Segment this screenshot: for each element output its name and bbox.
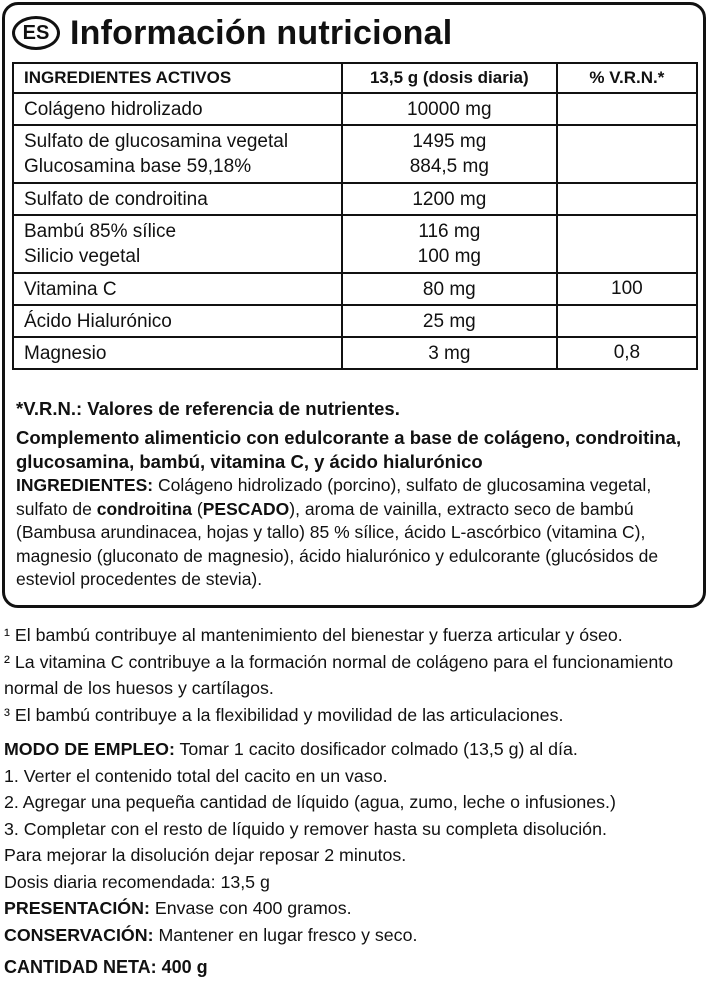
presentation-label: PRESENTACIÓN: [4, 898, 150, 918]
ingredient-vrn [557, 305, 697, 337]
conservation-label: CONSERVACIÓN: [4, 924, 154, 945]
table-row [13, 215, 697, 273]
ingredient-amount: 1200 mg [342, 183, 557, 215]
ingredient-amount: 3 mg [342, 337, 557, 369]
table-row [13, 125, 697, 183]
ingredient-vrn [557, 93, 697, 125]
allergen-highlight: condroitina [96, 498, 193, 519]
ingredient-vrn [557, 125, 697, 183]
ingredient-name: Bambú 85% sílice Silicio vegetal [13, 215, 342, 273]
nutrition-table [12, 62, 698, 370]
column-header-vrn: % V.R.N.* [557, 63, 697, 93]
ingredient-name: Sulfato de glucosamina vegetal Glucosamina base 59,18% [13, 125, 342, 183]
ingredient-name: Magnesio [13, 337, 342, 369]
language-badge: ES [12, 16, 60, 50]
column-header-daily-dose: 13,5 g (dosis diaria) [342, 63, 557, 93]
usage-step: 1. Verter el contenido total del cacito en un vaso. [4, 765, 388, 786]
table-row [13, 273, 697, 305]
presentation: PRESENTACIÓN: Envase con 400 gramos. [4, 898, 352, 918]
vrn-footnote: *V.R.N.: Valores de referencia de nutrientes. [16, 398, 400, 419]
health-claim: ¹ El bambú contribuye al mantenimiento del bienestar y fuerza articular y óseo. [4, 625, 623, 645]
ingredients-label: INGREDIENTES: [16, 475, 154, 495]
table-row [13, 305, 697, 337]
table-header-row [13, 63, 697, 93]
ingredient-vrn [557, 183, 697, 215]
ingredient-amount: 1495 mg 884,5 mg [342, 125, 557, 183]
ingredient-amount: 10000 mg [342, 93, 557, 125]
column-header-ingredients: INGREDIENTES ACTIVOS [13, 63, 342, 93]
ingredient-name: Vitamina C [13, 273, 342, 305]
product-description: Complemento alimenticio con edulcorante a base de colágeno, condroitina, glucosamina, bambú, vitamina C, y ácido hialurónico [16, 427, 682, 472]
conservation: CONSERVACIÓN: Mantener en lugar fresco y seco. [4, 924, 418, 945]
ingredient-vrn: 0,8 [557, 337, 697, 369]
ingredient-vrn [557, 215, 697, 273]
ingredient-amount: 25 mg [342, 305, 557, 337]
usage-label: MODO DE EMPLEO: [4, 739, 175, 759]
table-row [13, 337, 697, 369]
table-row [13, 183, 697, 215]
usage-step: 2. Agregar una pequeña cantidad de líquido (agua, zumo, leche o infusiones.) [4, 792, 616, 812]
allergen-highlight: PESCADO [202, 498, 290, 519]
net-quantity: CANTIDAD NETA: 400 g [4, 957, 208, 977]
label-footer [4, 622, 710, 948]
usage-step: Para mejorar la disolución dejar reposar 2 minutos. [4, 845, 407, 865]
ingredients-list: INGREDIENTES: Colágeno hidrolizado (porcino), sulfato de glucosamina vegetal, sulfato de condroitina (PESCADO), aroma de vainilla, extracto seco de bambú (Bambusa arundinacea, hojas y tallo) 85 % sílice, ácido L-ascórbico (vitamina C), magnesio (gluconato de magnesio), ácido hialurónico y edulcorante (glucósidos de esteviol procedentes de stevia). [16, 475, 659, 589]
ingredient-vrn: 100 [557, 273, 697, 305]
ingredient-amount: 116 mg 100 mg [342, 215, 557, 273]
panel-header [12, 10, 452, 56]
ingredient-name: Ácido Hialurónico [13, 305, 342, 337]
table-row [13, 93, 697, 125]
ingredient-name: Colágeno hidrolizado [13, 93, 342, 125]
health-claim: ² La vitamina C contribuye a la formación normal de colágeno para el funcionamiento normal de los huesos y cartílagos. [4, 651, 674, 698]
ingredient-amount: 80 mg [342, 273, 557, 305]
panel-notes [16, 397, 696, 592]
usage-instructions: MODO DE EMPLEO: Tomar 1 cacito dosificador colmado (13,5 g) al día. [4, 739, 578, 759]
ingredient-name: Sulfato de condroitina [13, 183, 342, 215]
usage-step: 3. Completar con el resto de líquido y remover hasta su completa disolución. [4, 818, 607, 839]
health-claim: ³ El bambú contribuye a la flexibilidad y movilidad de las articulaciones. [4, 704, 564, 725]
page-title: Información nutricional [70, 13, 453, 52]
daily-dose: Dosis diaria recomendada: 13,5 g [4, 871, 270, 892]
